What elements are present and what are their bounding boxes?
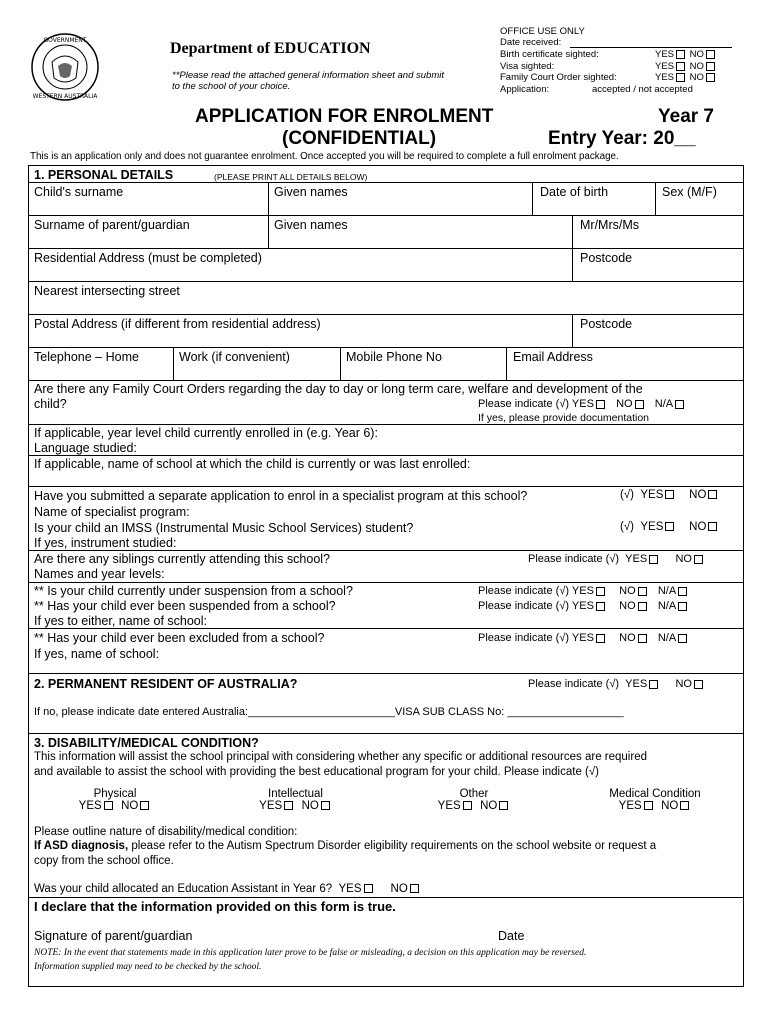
parent-given-names-field[interactable]: Given names: [274, 218, 348, 232]
work-phone-field[interactable]: Work (if convenient): [179, 350, 290, 364]
suspended-no-checkbox[interactable]: [638, 602, 647, 611]
suspended-yes-checkbox[interactable]: [596, 602, 605, 611]
intellectual-options[interactable]: YES NO: [248, 800, 343, 812]
education-assistant-question: Was your child allocated an Education Assistant in Year 6? YES NO: [34, 883, 421, 895]
specialist-yes-checkbox[interactable]: [665, 490, 674, 499]
court-orders-question: Are there any Family Court Orders regarding the day to day or long term care, welfare and development of the: [34, 382, 643, 396]
office-use-title: OFFICE USE ONLY: [500, 26, 585, 37]
disability-outline-field[interactable]: Please outline nature of disability/medical condition:: [34, 826, 298, 838]
specialist-name-field[interactable]: Name of specialist program:: [34, 505, 190, 519]
category-other: Other YES NO: [428, 788, 520, 812]
category-physical: Physical YES NO: [70, 788, 160, 812]
excluded-yes-checkbox[interactable]: [596, 634, 605, 643]
form-title: APPLICATION FOR ENROLMENT: [195, 106, 494, 127]
suspension-options[interactable]: Please indicate (√) YES NO N/A: [478, 585, 689, 597]
instrument-field[interactable]: If yes, instrument studied:: [34, 536, 177, 550]
specialist-options[interactable]: (√) YES NO: [620, 489, 719, 501]
department-name: Department of EDUCATION: [170, 40, 371, 57]
court-yes-checkbox[interactable]: [596, 400, 605, 409]
siblings-no-checkbox[interactable]: [694, 555, 703, 564]
asd-note-cont: copy from the school office.: [34, 855, 174, 867]
excluded-no-checkbox[interactable]: [638, 634, 647, 643]
specialist-question: Have you submitted a separate application to enrol in a specialist program at this school?: [34, 489, 528, 503]
siblings-options[interactable]: Please indicate (√) YES NO: [528, 553, 705, 565]
resident-yes-checkbox[interactable]: [649, 680, 658, 689]
telephone-home-field[interactable]: Telephone – Home: [34, 350, 139, 364]
court-orders-question-cont: child?: [34, 397, 67, 411]
nearest-street-field[interactable]: Nearest intersecting street: [34, 284, 180, 298]
other-options[interactable]: YES NO: [428, 800, 520, 812]
header-note: **Please read the attached general information sheet and submit to the school of your choice.: [172, 70, 444, 92]
email-field[interactable]: Email Address: [513, 350, 593, 364]
suspension-question: ** Is your child currently under suspension from a school?: [34, 584, 353, 598]
section1-subheading: (PLEASE PRINT ALL DETAILS BELOW): [214, 172, 368, 182]
declaration-note-1: NOTE: In the event that statements made in this application later prove to be false or misleading, a decision on this application may be reversed.: [34, 948, 587, 958]
childs-surname-field[interactable]: Child's surname: [34, 185, 124, 199]
office-birth-cert: Birth certificate sighted: YES NO: [500, 49, 735, 60]
declaration-note-2: Information supplied may need to be checked by the school.: [34, 962, 262, 972]
category-intellectual: Intellectual YES NO: [248, 788, 343, 812]
excluded-options[interactable]: Please indicate (√) YES NO N/A: [478, 632, 689, 644]
postal-address-field[interactable]: Postal Address (if different from residential address): [34, 317, 321, 331]
visa-details-field[interactable]: If no, please indicate date entered Australia:________________________VISA SUB CLASS No: ___________________: [34, 706, 624, 718]
office-visa: Visa sighted: YES NO: [500, 61, 735, 72]
suspended-question: ** Has your child ever been suspended from a school?: [34, 599, 336, 613]
siblings-yes-checkbox[interactable]: [649, 555, 658, 564]
imss-yes-checkbox[interactable]: [665, 522, 674, 531]
given-names-field[interactable]: Given names: [274, 185, 348, 199]
mobile-phone-field[interactable]: Mobile Phone No: [346, 350, 442, 364]
resident-no-checkbox[interactable]: [694, 680, 703, 689]
suspended-na-checkbox[interactable]: [678, 602, 687, 611]
entry-year: Entry Year: 20__: [548, 128, 696, 149]
suspension-yes-checkbox[interactable]: [596, 587, 605, 596]
date-field[interactable]: Date: [498, 929, 525, 943]
year-level-field[interactable]: If applicable, year level child currently enrolled in (e.g. Year 6):: [34, 426, 378, 440]
category-medical: Medical Condition YES NO: [600, 788, 710, 812]
physical-options[interactable]: YES NO: [70, 800, 160, 812]
excluded-na-checkbox[interactable]: [678, 634, 687, 643]
postcode-field[interactable]: Postcode: [580, 251, 633, 265]
disability-info-1: This information will assist the school principal with considering whether any specific or additional resources are required: [34, 751, 647, 763]
siblings-names-field[interactable]: Names and year levels:: [34, 567, 165, 581]
imss-options[interactable]: (√) YES NO: [620, 521, 719, 533]
language-field[interactable]: Language studied:: [34, 441, 137, 455]
ea-no-checkbox[interactable]: [410, 884, 419, 893]
government-crest-logo: [30, 32, 100, 102]
court-na-checkbox[interactable]: [675, 400, 684, 409]
date-of-birth-field[interactable]: Date of birth: [540, 185, 609, 199]
excluded-question: ** Has your child ever been excluded from a school?: [34, 631, 325, 645]
office-court-order: Family Court Order sighted: YES NO: [500, 72, 735, 83]
school-name-field[interactable]: If applicable, name of school at which the child is currently or was last enrolled:: [34, 457, 471, 471]
year-label: Year 7: [658, 106, 714, 127]
ea-yes-checkbox[interactable]: [364, 884, 373, 893]
specialist-no-checkbox[interactable]: [708, 490, 717, 499]
court-orders-options[interactable]: Please indicate (√) YES NO N/A: [478, 398, 686, 410]
suspension-no-checkbox[interactable]: [638, 587, 647, 596]
sex-field[interactable]: Sex (M/F): [662, 185, 717, 199]
office-application: Application: accepted / not accepted: [500, 84, 693, 95]
section1-heading: 1. PERSONAL DETAILS: [34, 168, 174, 182]
section2-heading: 2. PERMANENT RESIDENT OF AUSTRALIA?: [34, 677, 298, 691]
imss-no-checkbox[interactable]: [708, 522, 717, 531]
court-orders-note: If yes, please provide documentation: [478, 412, 650, 424]
title-field[interactable]: Mr/Mrs/Ms: [580, 218, 640, 232]
excluded-school-field[interactable]: If yes, name of school:: [34, 647, 160, 661]
disability-info-2: and available to assist the school with providing the best educational program for your child. Please indicate (√): [34, 766, 600, 778]
parent-surname-field[interactable]: Surname of parent/guardian: [34, 218, 190, 232]
imss-question: Is your child an IMSS (Instrumental Music School Services) student?: [34, 521, 414, 535]
medical-options[interactable]: YES NO: [600, 800, 710, 812]
suspension-na-checkbox[interactable]: [678, 587, 687, 596]
court-no-checkbox[interactable]: [635, 400, 644, 409]
suspended-options[interactable]: Please indicate (√) YES NO N/A: [478, 600, 689, 612]
svg-text:WESTERN AUSTRALIA: WESTERN AUSTRALIA: [32, 93, 98, 100]
declaration-statement: I declare that the information provided on this form is true.: [34, 899, 396, 914]
signature-field[interactable]: Signature of parent/guardian: [34, 929, 193, 943]
asd-note: If ASD diagnosis, please refer to the Autism Spectrum Disorder eligibility requirements on the school website or request a: [34, 840, 657, 852]
office-date-received: Date received:: [500, 37, 562, 48]
resident-options[interactable]: Please indicate (√) YES NO: [528, 678, 705, 690]
residential-address-field[interactable]: Residential Address (must be completed): [34, 251, 262, 265]
section3-heading: 3. DISABILITY/MEDICAL CONDITION?: [34, 736, 259, 750]
svg-text:GOVERNMENT: GOVERNMENT: [43, 37, 87, 44]
disclaimer: This is an application only and does not guarantee enrolment. Once accepted you will be required to complete a full enrolment package.: [30, 151, 619, 162]
suspension-school-field[interactable]: If yes to either, name of school:: [34, 614, 208, 628]
siblings-question: Are there any siblings currently attending this school?: [34, 552, 330, 566]
form-subtitle: (CONFIDENTIAL): [282, 128, 437, 149]
postal-postcode-field[interactable]: Postcode: [580, 317, 633, 331]
